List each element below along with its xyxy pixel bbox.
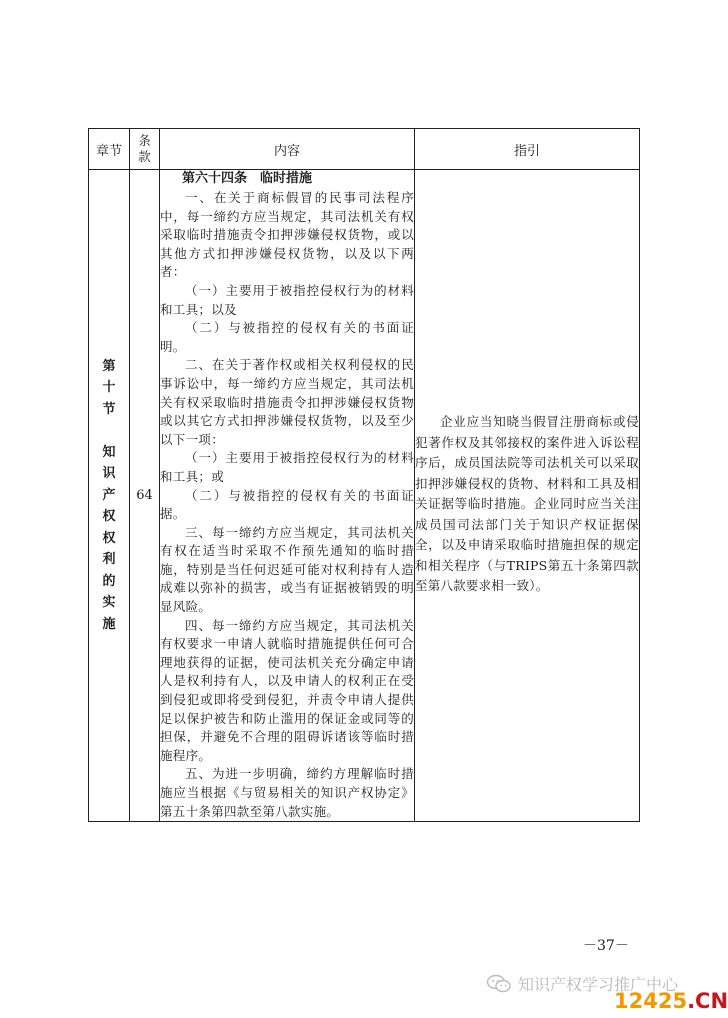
wechat-icon [486, 974, 512, 994]
chapter-char: 权 [102, 509, 116, 525]
header-content: 内容 [160, 129, 415, 170]
article-title: 第六十四条 临时措施 [182, 171, 313, 186]
article-paragraph: 三、每一缔约方应当规定，其司法机关有权在适当时采取不作预先通知的临时措施，特别是当任何迟延可能对权利持有人造成难以弥补的损害，或当有证据被销毁的明显风险。 [160, 524, 414, 615]
article-paragraphs [160, 189, 414, 821]
chapter-char: 产 [102, 487, 116, 503]
chapter-char: 知 [102, 444, 116, 460]
header-chapter: 章节 [89, 129, 130, 170]
header-article-no-char: 条 [138, 133, 151, 148]
chapter-vertical-text [102, 356, 116, 636]
provision-table [88, 128, 640, 822]
article-paragraph: 四、每一缔约方应当规定，其司法机关有权要求一申请人就临时措施提供任何可合理地获得的证据，使司法机关充分确定申请人是权利持有人，以及申请人的权利正在受到侵犯或即将受到侵犯，并责令申请人提供足以保护被告和防止滥用的保证金或同等的担保，并避免不合理的阻碍诉诸该等临时措施程序。 [160, 617, 414, 763]
chapter-char: 识 [102, 466, 116, 482]
article-paragraph: （一）主要用于被指控侵权行为的材料和工具；或 [160, 450, 414, 484]
article-paragraph: 二、在关于著作权或相关权利侵权的民事诉讼中，每一缔约方应当规定，其司法机关有权采取临时措施责令扣押涉嫌侵权货物或以其它方式扣押涉嫌侵权货物，以及至少以下一项： [160, 357, 414, 447]
table-row [89, 170, 640, 822]
article-paragraph: （二）与被指控的侵权有关的书面证据。 [160, 487, 414, 522]
watermark-text: 知识产权学习推广中心 [518, 975, 679, 994]
chapter-cell [89, 170, 130, 822]
chapter-char: 实 [102, 595, 116, 611]
chapter-char: 施 [102, 616, 116, 632]
chapter-char: 权 [102, 530, 116, 546]
header-article-no [130, 129, 160, 170]
chapter-char: 十 [102, 380, 116, 396]
article-paragraph: 一、在关于商标假冒的民事司法程序中，每一缔约方应当规定，其司法机关有权采取临时措施责令扣押涉嫌侵权货物，或以其他方式扣押涉嫌侵权货物，以及以下两者： [160, 190, 414, 280]
chapter-char: 第 [102, 358, 116, 374]
logo-part1: 12425 [614, 989, 688, 1013]
chapter-char: 节 [102, 401, 116, 417]
header-guide: 指引 [415, 129, 640, 170]
header-article-no-char: 款 [138, 149, 151, 164]
logo-part2: .CN [687, 989, 728, 1013]
chapter-char: 的 [102, 573, 116, 589]
header-article-no-text [130, 133, 159, 165]
article-paragraph: （一）主要用于被指控侵权行为的材料和工具；以及 [160, 282, 414, 317]
page-number: －37－ [583, 938, 629, 954]
article-number-cell: 64 [130, 170, 160, 822]
content-cell [160, 170, 415, 822]
site-logo [614, 989, 728, 1013]
table-header-row [89, 129, 640, 170]
guide-cell [415, 170, 640, 822]
guide-text: 企业应当知晓当假冒注册商标或侵犯著作权及其邻接权的案件进入诉讼程序后，成员国法院等司法机关可以采取扣押涉嫌侵权的货物、材料和工具及相关证据等临时措施。企业同时应当关注成员国司法部门关于知识产权证据保全，以及申请采取临时措施担保的规定和相关程序（与TRIPS第五十条第四款至第八款要求相一致）。 [415, 414, 639, 594]
article-paragraph: （二）与被指控的侵权有关的书面证明。 [160, 320, 414, 354]
article-paragraph: 五、为进一步明确，缔约方理解临时措施应当根据《与贸易相关的知识产权协定》第五十条第四款至第八款实施。 [160, 766, 414, 819]
chapter-char-gap [102, 420, 116, 442]
chapter-char: 利 [102, 552, 116, 568]
